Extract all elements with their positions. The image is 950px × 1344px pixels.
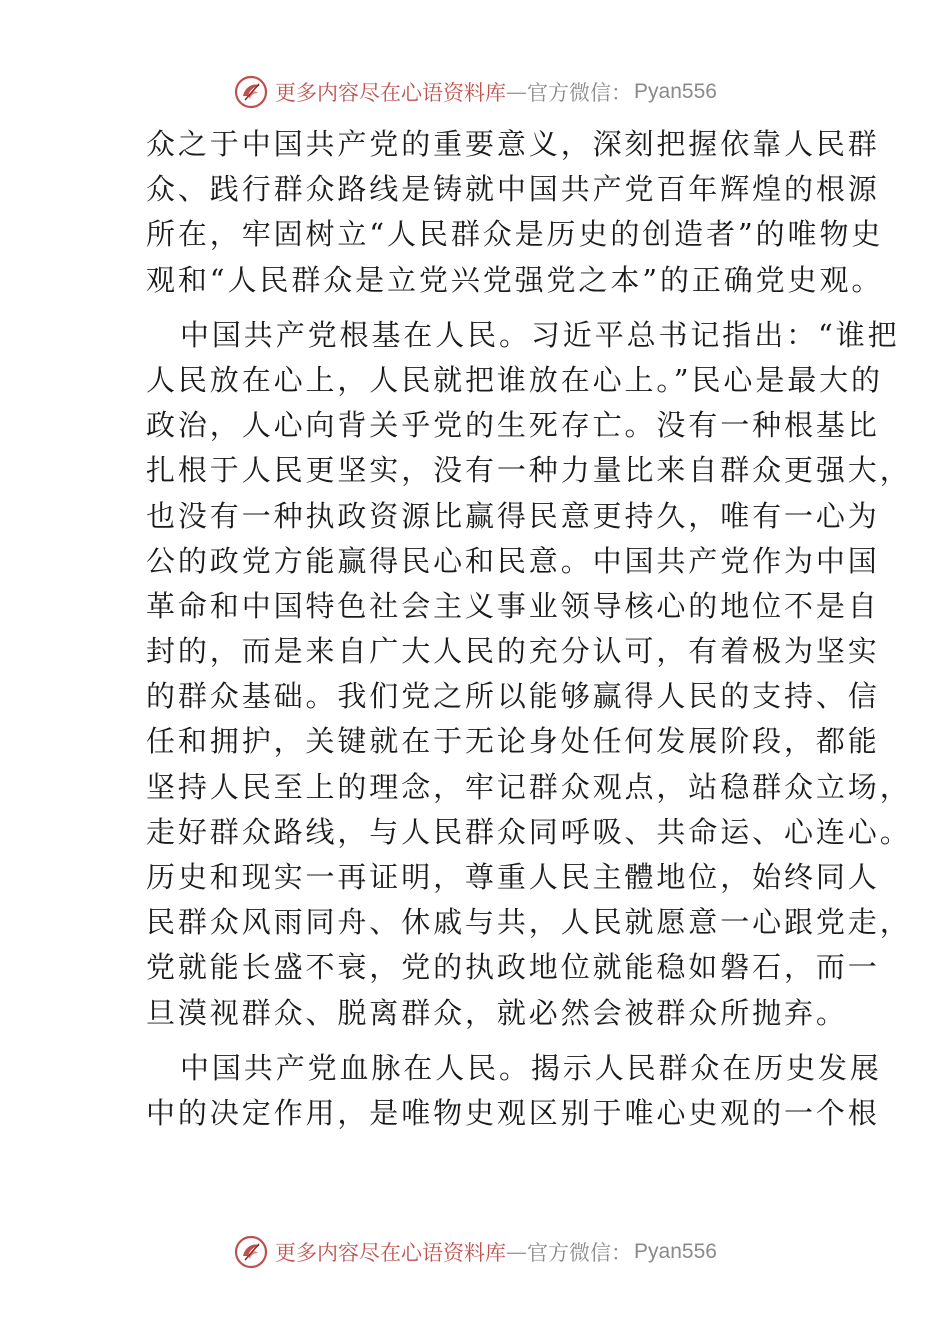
- text-line: 革命和中国特色社会主义事业领导核心的地位不是自: [146, 588, 880, 623]
- text-line: 中国共产党血脉在人民。揭示人民群众在历史发展: [180, 1050, 882, 1085]
- watermark-official-label: 官方微信：: [527, 1241, 633, 1265]
- text-line: 封的，而是来自广大人民的充分认可，有着极为坚实: [146, 634, 880, 669]
- document-body: [146, 122, 912, 1136]
- text-line: 也没有一种执政资源比赢得民意更持久，唯有一心为: [146, 498, 880, 533]
- text-line: 中的决定作用，是唯物史观区别于唯心史观的一个根: [146, 1095, 880, 1130]
- footer-watermark: [0, 1232, 950, 1272]
- watermark-dash: —: [506, 80, 528, 104]
- text-line: 观和“人民群众是立党兴党强党之本”的正确党史观。: [146, 262, 884, 297]
- watermark-official-label: 官方微信：: [527, 81, 633, 105]
- header-watermark: [0, 72, 950, 112]
- text-line: 中国共产党根基在人民。习近平总书记指出：“谁把: [180, 317, 900, 352]
- paragraph-3: [146, 1046, 882, 1136]
- text-line: 公的政党方能赢得民心和民意。中国共产党作为中国: [146, 543, 880, 578]
- text-line: 民群众风雨同舟、休戚与共，人民就愿意一心跟党走，: [146, 905, 912, 940]
- watermark-brand: 更多内容尽在心语资料库: [275, 1241, 507, 1265]
- text-line: 人民放在心上，人民就把谁放在心上。”民心是最大的: [146, 362, 883, 397]
- text-line: 历史和现实一再证明，尊重人民主體地位，始终同人: [146, 860, 880, 894]
- flower-logo-icon: [233, 74, 269, 110]
- text-line: 旦漠视群众、脱离群众，就必然会被群众所抛弃。: [146, 995, 848, 1030]
- text-line: 政治，人心向背关乎党的生死存亡。没有一种根基比: [146, 408, 880, 443]
- watermark-wechat-id: Pyan556: [634, 1240, 717, 1263]
- watermark-brand: 更多内容尽在心语资料库: [275, 81, 507, 105]
- paragraph-1: [146, 122, 884, 303]
- text-line: 任和拥护，关键就在于无论身处任何发展阶段，都能: [146, 724, 880, 759]
- text-line: 所在，牢固树立“人民群众是历史的创造者”的唯物史: [146, 217, 884, 252]
- text-line: 众之于中国共产党的重要意义，深刻把握依靠人民群: [146, 127, 880, 161]
- text-line: 扎根于人民更坚实，没有一种力量比来自群众更强大，: [146, 453, 912, 488]
- flower-logo-icon: [233, 1234, 269, 1270]
- watermark-dash: —: [506, 1240, 528, 1264]
- text-line: 党就能长盛不衰，党的执政地位就能稳如磐石，而一: [146, 950, 880, 985]
- text-line: 众、践行群众路线是铸就中国共产党百年辉煌的根源: [146, 172, 880, 207]
- text-line: 走好群众路线，与人民群众同呼吸、共命运、心连心。: [146, 814, 912, 849]
- text-line: 坚持人民至上的理念，牢记群众观点，站稳群众立场，: [146, 769, 912, 804]
- watermark-wechat-id: Pyan556: [634, 80, 717, 103]
- paragraph-2: [146, 313, 912, 1036]
- text-line: 的群众基础。我们党之所以能够赢得人民的支持、信: [146, 679, 880, 714]
